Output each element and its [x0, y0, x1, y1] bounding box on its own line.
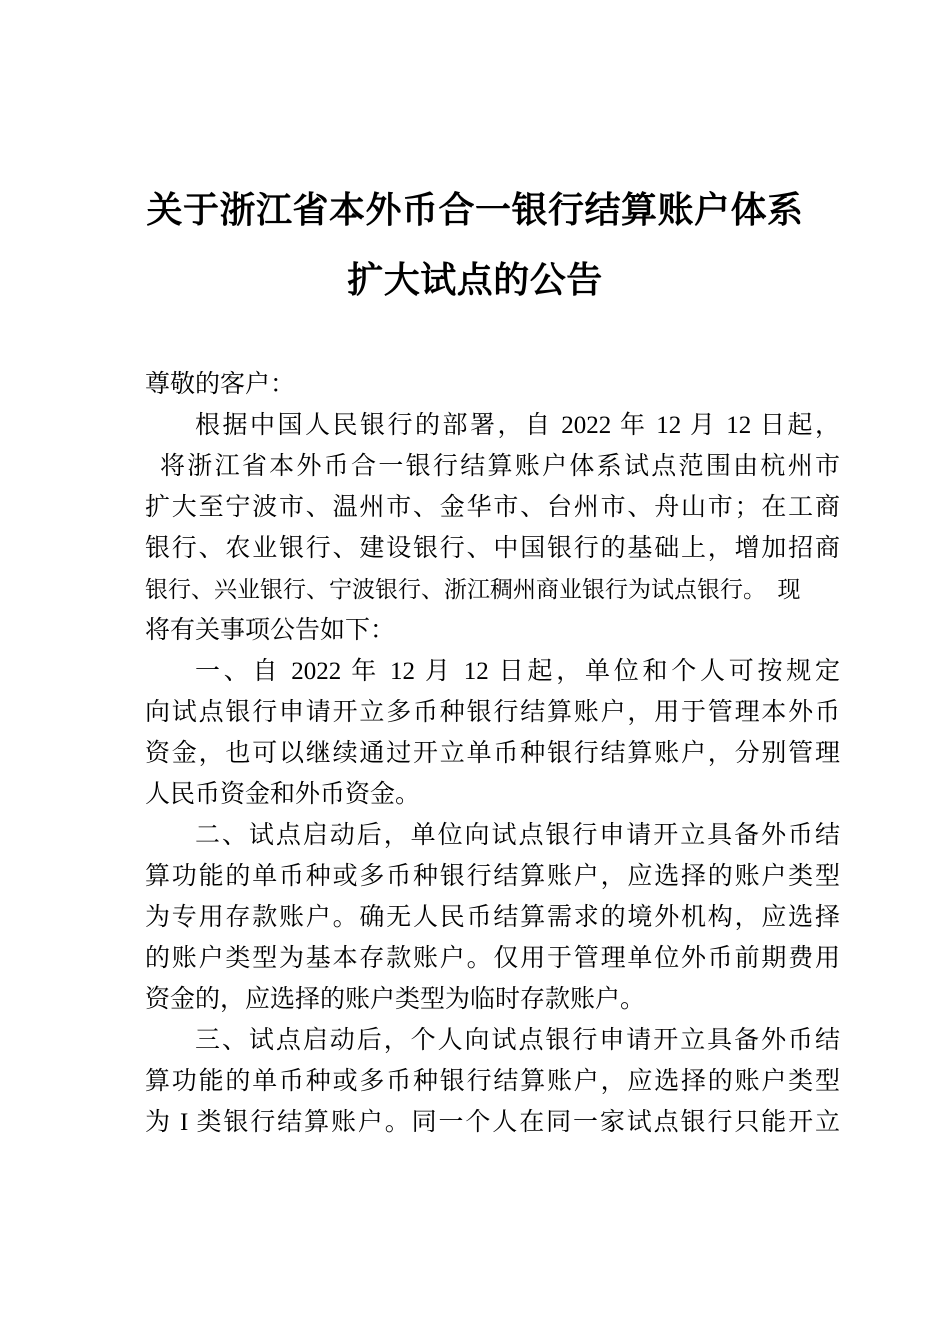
- salutation-line: 尊敬的客户：: [145, 371, 296, 398]
- body-line: 人民币资金和外币资金。: [145, 781, 421, 808]
- document-title-line-1: 关于浙江省本外币合一银行结算账户体系: [146, 190, 804, 230]
- document-title: [0, 190, 950, 300]
- body-line: 扩大至宁波市、温州市、金华市、台州市、舟山市；在工商: [145, 494, 840, 521]
- body-line: 为专用存款账户。确无人民币结算需求的境外机构，应选择: [145, 904, 840, 931]
- body-line: 算功能的单币种或多币种银行结算账户，应选择的账户类型: [145, 863, 840, 890]
- body-line: 根据中国人民银行的部署，自 2022 年 12 月 12 日起，: [195, 412, 840, 439]
- body-line: 向试点银行申请开立多币种银行结算账户，用于管理本外币: [145, 699, 840, 726]
- body-line: 资金的，应选择的账户类型为临时存款账户。: [145, 986, 646, 1013]
- body-line: 一、自 2022 年 12 月 12 日起，单位和个人可按规定: [195, 658, 840, 685]
- body-line: 二、试点启动后，单位向试点银行申请开立具备外币结: [195, 822, 840, 849]
- document-body: [0, 364, 950, 1143]
- body-line: 将浙江省本外币合一银行结算账户体系试点范围由杭州市: [160, 453, 840, 480]
- body-line: 将有关事项公告如下：: [145, 617, 396, 644]
- body-line: 的账户类型为基本存款账户。仅用于管理单位外币前期费用: [145, 945, 840, 972]
- body-line: 资金，也可以继续通过开立单币种银行结算账户，分别管理: [145, 740, 840, 767]
- document-title-line-2: 扩大试点的公告: [347, 260, 603, 300]
- body-line: 银行、兴业银行、宁波银行、浙江稠州商业银行为试点银行。 现: [145, 577, 801, 602]
- body-line: 三、试点启动后，个人向试点银行申请开立具备外币结: [195, 1027, 840, 1054]
- body-line: 为 I 类银行结算账户。同一个人在同一家试点银行只能开立: [145, 1109, 840, 1136]
- body-line: 算功能的单币种或多币种银行结算账户，应选择的账户类型: [145, 1068, 840, 1095]
- body-line: 银行、农业银行、建设银行、中国银行的基础上，增加招商: [145, 535, 840, 562]
